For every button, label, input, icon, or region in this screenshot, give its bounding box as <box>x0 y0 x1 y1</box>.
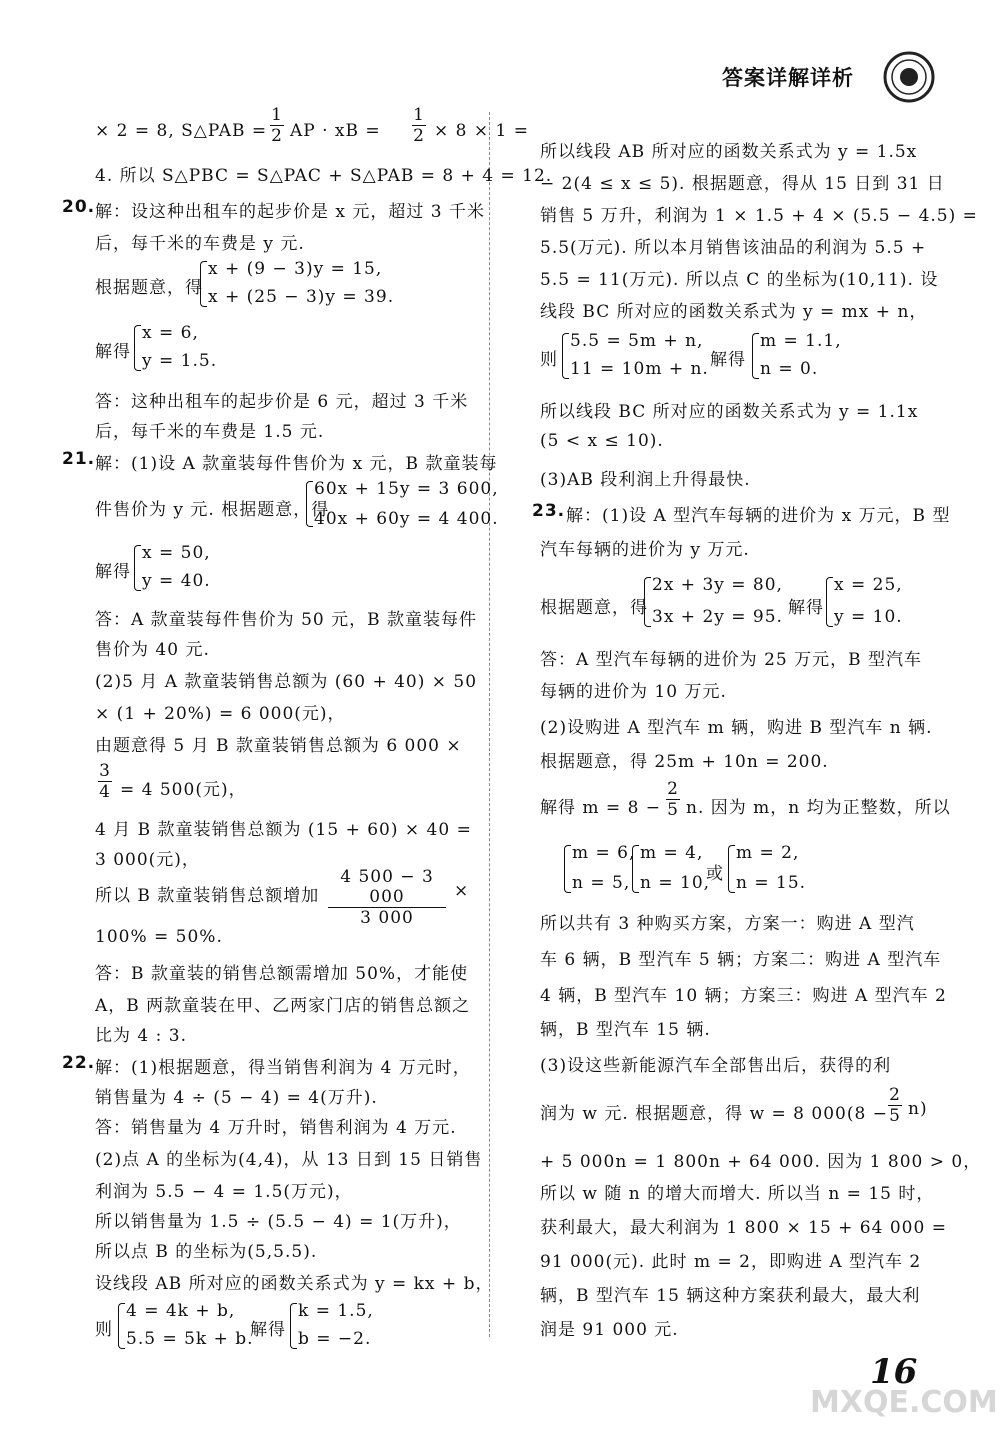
text-line: 答：A 型汽车每辆的进价为 25 万元，B 型汽车 <box>540 650 923 670</box>
text-line: 根据题意，得 25m + 10n = 200. <box>540 752 829 772</box>
text-line: 润为 w 元. 根据题意，得 w = 8 000(8 − <box>540 1104 888 1124</box>
text-line: 所以销售量为 1.5 ÷ (5.5 − 4) = 1(万升)， <box>95 1212 462 1232</box>
text-line: 利润为 5.5 − 4 = 1.5(万元)， <box>95 1182 353 1202</box>
question-number: 20. <box>62 197 96 217</box>
equation: 11 = 10m + n. <box>570 359 709 379</box>
text-line: 解得 <box>710 350 746 370</box>
page-number: 16 <box>870 1352 918 1392</box>
equation: 5.5 = 5k + b. <box>126 1329 254 1349</box>
text-line: 车 6 辆，B 型汽车 5 辆；方案二：购进 A 型汽车 <box>540 950 942 970</box>
equation: m = 2, <box>736 843 800 863</box>
equation: x + (9 − 3)y = 15, <box>208 259 383 279</box>
equation: n = 10, <box>640 873 711 893</box>
equation: m = 4, <box>640 843 704 863</box>
fraction: $\frac{3}{4}$ <box>99 761 111 802</box>
text-line: 获利最大，最大利润为 1 800 × 15 + 64 000 = <box>540 1218 947 1238</box>
equation: x = 25, <box>834 575 903 595</box>
brace <box>134 545 141 591</box>
equation: x + (25 − 3)y = 39. <box>208 287 395 307</box>
text-line: × 8 × 1 = <box>434 121 529 141</box>
equation: m = 6, <box>572 843 636 863</box>
text-line: 销售量为 4 ÷ (5 − 4) = 4(万升). <box>95 1088 378 1108</box>
text-line: (3)设这些新能源汽车全部售出后，获得的利 <box>540 1056 892 1076</box>
text-line: 设线段 AB 所对应的函数关系式为 y = kx + b， <box>95 1274 494 1294</box>
fraction: $\frac{1}{2}$ <box>413 105 425 146</box>
header-title: 答案详解详析 <box>722 66 854 90</box>
text-line: − 2(4 ≤ x ≤ 5). 根据题意，得从 15 日到 31 日 <box>540 174 945 194</box>
text-line: 则 <box>540 350 558 370</box>
text-line: 后，每千米的车费是 1.5 元. <box>95 422 325 442</box>
equation: 5.5 = 5m + n, <box>570 331 704 351</box>
text-line: 答：销售量为 4 万升时，销售利润为 4 万元. <box>95 1118 457 1138</box>
text-line: 答：这种出租车的起步价是 6 元，超过 3 千米 <box>95 392 469 412</box>
text-line: 5.5(万元). 所以本月销售该油品的利润为 5.5 + <box>540 238 927 258</box>
fraction: $\frac{1}{2}$ <box>271 105 283 146</box>
text-line: 润是 91 000 元. <box>540 1320 679 1340</box>
brace <box>644 577 651 627</box>
brace <box>118 1303 125 1349</box>
text-line: × (1 + 20%) = 6 000(元)， <box>95 704 346 724</box>
text-line: 比为 4 : 3. <box>95 1026 187 1046</box>
text-line: 所以共有 3 种购买方案，方案一：购进 A 型汽 <box>540 914 915 934</box>
brace <box>306 481 313 527</box>
question-number: 22. <box>62 1053 96 1073</box>
text-line: × 2 = 8, S△PAB = <box>95 121 268 141</box>
text-line: (2)5 月 A 款童装销售总额为 (60 + 40) × 50 <box>95 672 478 692</box>
text-line: 所以线段 AB 所对应的函数关系式为 y = 1.5x <box>540 142 918 162</box>
brace <box>752 333 759 379</box>
text-line: 根据题意，得 <box>540 598 648 618</box>
text-line: 91 000(元). 此时 m = 2，即购进 A 型汽车 2 <box>540 1252 922 1272</box>
brace <box>200 261 207 307</box>
text-line: 线段 BC 所对应的函数关系式为 y = mx + n， <box>540 302 928 322</box>
equation: 4 = 4k + b, <box>126 1301 236 1321</box>
text-line: 每辆的进价为 10 万元. <box>540 682 727 702</box>
text-line: × <box>454 881 470 901</box>
text-line: 3 000(元)， <box>95 850 200 870</box>
text-line: 4 月 B 款童装销售总额为 (15 + 60) × 40 = <box>95 820 472 840</box>
text-line: = 4 500(元)， <box>120 780 247 800</box>
brace <box>562 333 569 379</box>
equation: y = 40. <box>142 571 211 591</box>
text-line: 辆，B 型汽车 15 辆这种方案获利最大，最大利 <box>540 1286 921 1306</box>
equation: m = 1.1, <box>760 331 842 351</box>
text-line: 答：B 款童装的销售总额需增加 50%，才能使 <box>95 964 469 984</box>
text-line: 销售 5 万升，利润为 1 × 1.5 + 4 × (5.5 − 4.5) = <box>540 206 978 226</box>
text-line: 解：设这种出租车的起步价是 x 元，超过 3 千米 <box>95 202 486 222</box>
equation: n = 15. <box>736 873 807 893</box>
text-line: 解得 m = 8 − <box>540 798 662 818</box>
equation: n = 0. <box>760 359 819 379</box>
text-line: 辆，B 型汽车 15 辆. <box>540 1020 711 1040</box>
text-line: 100% = 50%. <box>95 927 223 947</box>
text-line: 解得 <box>788 598 824 618</box>
equation: n = 5, <box>572 873 631 893</box>
text-line: 解得 <box>95 342 131 362</box>
equation: 40x + 60y = 4 400. <box>314 509 499 529</box>
text-line: 所以线段 BC 所对应的函数关系式为 y = 1.1x <box>540 402 919 422</box>
text-line: (3)AB 段利润上升得最快. <box>540 470 751 490</box>
text-line: (5 < x ≤ 10). <box>540 431 664 451</box>
text-line: 售价为 40 元. <box>95 640 210 660</box>
brace <box>632 845 639 893</box>
text-line: 解得 <box>95 562 131 582</box>
equation: 3x + 2y = 95. <box>652 607 783 627</box>
equation: y = 1.5. <box>142 351 218 371</box>
fraction: $\frac{2}{5}$ <box>667 779 679 820</box>
text-line: AP · xB = <box>290 121 381 141</box>
equation: x = 50, <box>142 543 211 563</box>
equation: y = 10. <box>834 607 903 627</box>
text-line: 4 辆，B 型汽车 10 辆；方案三：购进 A 型汽车 2 <box>540 986 947 1006</box>
text-line: 解：(1)根据题意，得当销售利润为 4 万元时， <box>95 1058 471 1078</box>
equation: 60x + 15y = 3 600, <box>314 479 499 499</box>
fraction: $\frac{2}{5}$ <box>889 1085 901 1126</box>
text-line: 汽车每辆的进价为 y 万元. <box>540 540 750 560</box>
text-line: (2)设购进 A 型汽车 m 辆，购进 B 型汽车 n 辆. <box>540 718 933 738</box>
watermark: MXQE.COM <box>810 1385 998 1420</box>
brace <box>826 577 833 627</box>
text-line: 5.5 = 11(万元). 所以点 C 的坐标为(10,11). 设 <box>540 270 939 290</box>
text-line: 则 <box>95 1320 113 1340</box>
equation: x = 6, <box>142 323 199 343</box>
text-line: (2)点 A 的坐标为(4,4)，从 13 日到 15 日销售 <box>95 1150 483 1170</box>
brace <box>728 845 735 893</box>
text-line: 根据题意，得 <box>95 278 203 298</box>
text-line: 所以 w 随 n 的增大而增大. 所以当 n = 15 时， <box>540 1184 935 1204</box>
brace <box>134 325 141 371</box>
text-line: + 5 000n = 1 800n + 64 000. 因为 1 800 > 0， <box>540 1152 982 1172</box>
text-line: 答：A 款童装每件售价为 50 元，B 款童装每件 <box>95 610 478 630</box>
text-line: 所以 B 款童装销售总额增加 <box>95 886 320 906</box>
text-line: n. 因为 m，n 均为正整数，所以 <box>686 798 951 818</box>
text-line: A，B 两款童装在甲、乙两家门店的销售总额之 <box>95 996 471 1016</box>
column-divider <box>489 112 490 1337</box>
text-line: 由题意得 5 月 B 款童装销售总额为 6 000 × <box>95 736 462 756</box>
text-line: 后，每千米的车费是 y 元. <box>95 234 305 254</box>
fraction: $\frac{4 500 - 3 000}{3 000}$ <box>328 867 446 928</box>
equation: k = 1.5, <box>298 1301 374 1321</box>
text-line: 解得 <box>250 1320 286 1340</box>
text-line: 件售价为 y 元. 根据题意，得 <box>95 500 330 520</box>
text-line: 解：(1)设 A 型汽车每辆的进价为 x 万元，B 型 <box>566 506 951 526</box>
text-line: 解：(1)设 A 款童装每件售价为 x 元，B 款童装每 <box>95 454 498 474</box>
equation: 2x + 3y = 80, <box>652 575 783 595</box>
equation: b = −2. <box>298 1329 372 1349</box>
text-line: 或 <box>706 864 724 884</box>
text-line: 4. 所以 S△PBC = S△PAC + S△PAB = 8 + 4 = 12. <box>95 166 553 186</box>
brace <box>290 1303 297 1349</box>
seal-logo-icon <box>882 50 936 104</box>
question-number: 21. <box>62 449 96 469</box>
brace <box>564 845 571 893</box>
text-line: n) <box>908 1099 928 1119</box>
question-number: 23. <box>532 501 566 521</box>
text-line: 所以点 B 的坐标为(5,5.5). <box>95 1242 318 1262</box>
